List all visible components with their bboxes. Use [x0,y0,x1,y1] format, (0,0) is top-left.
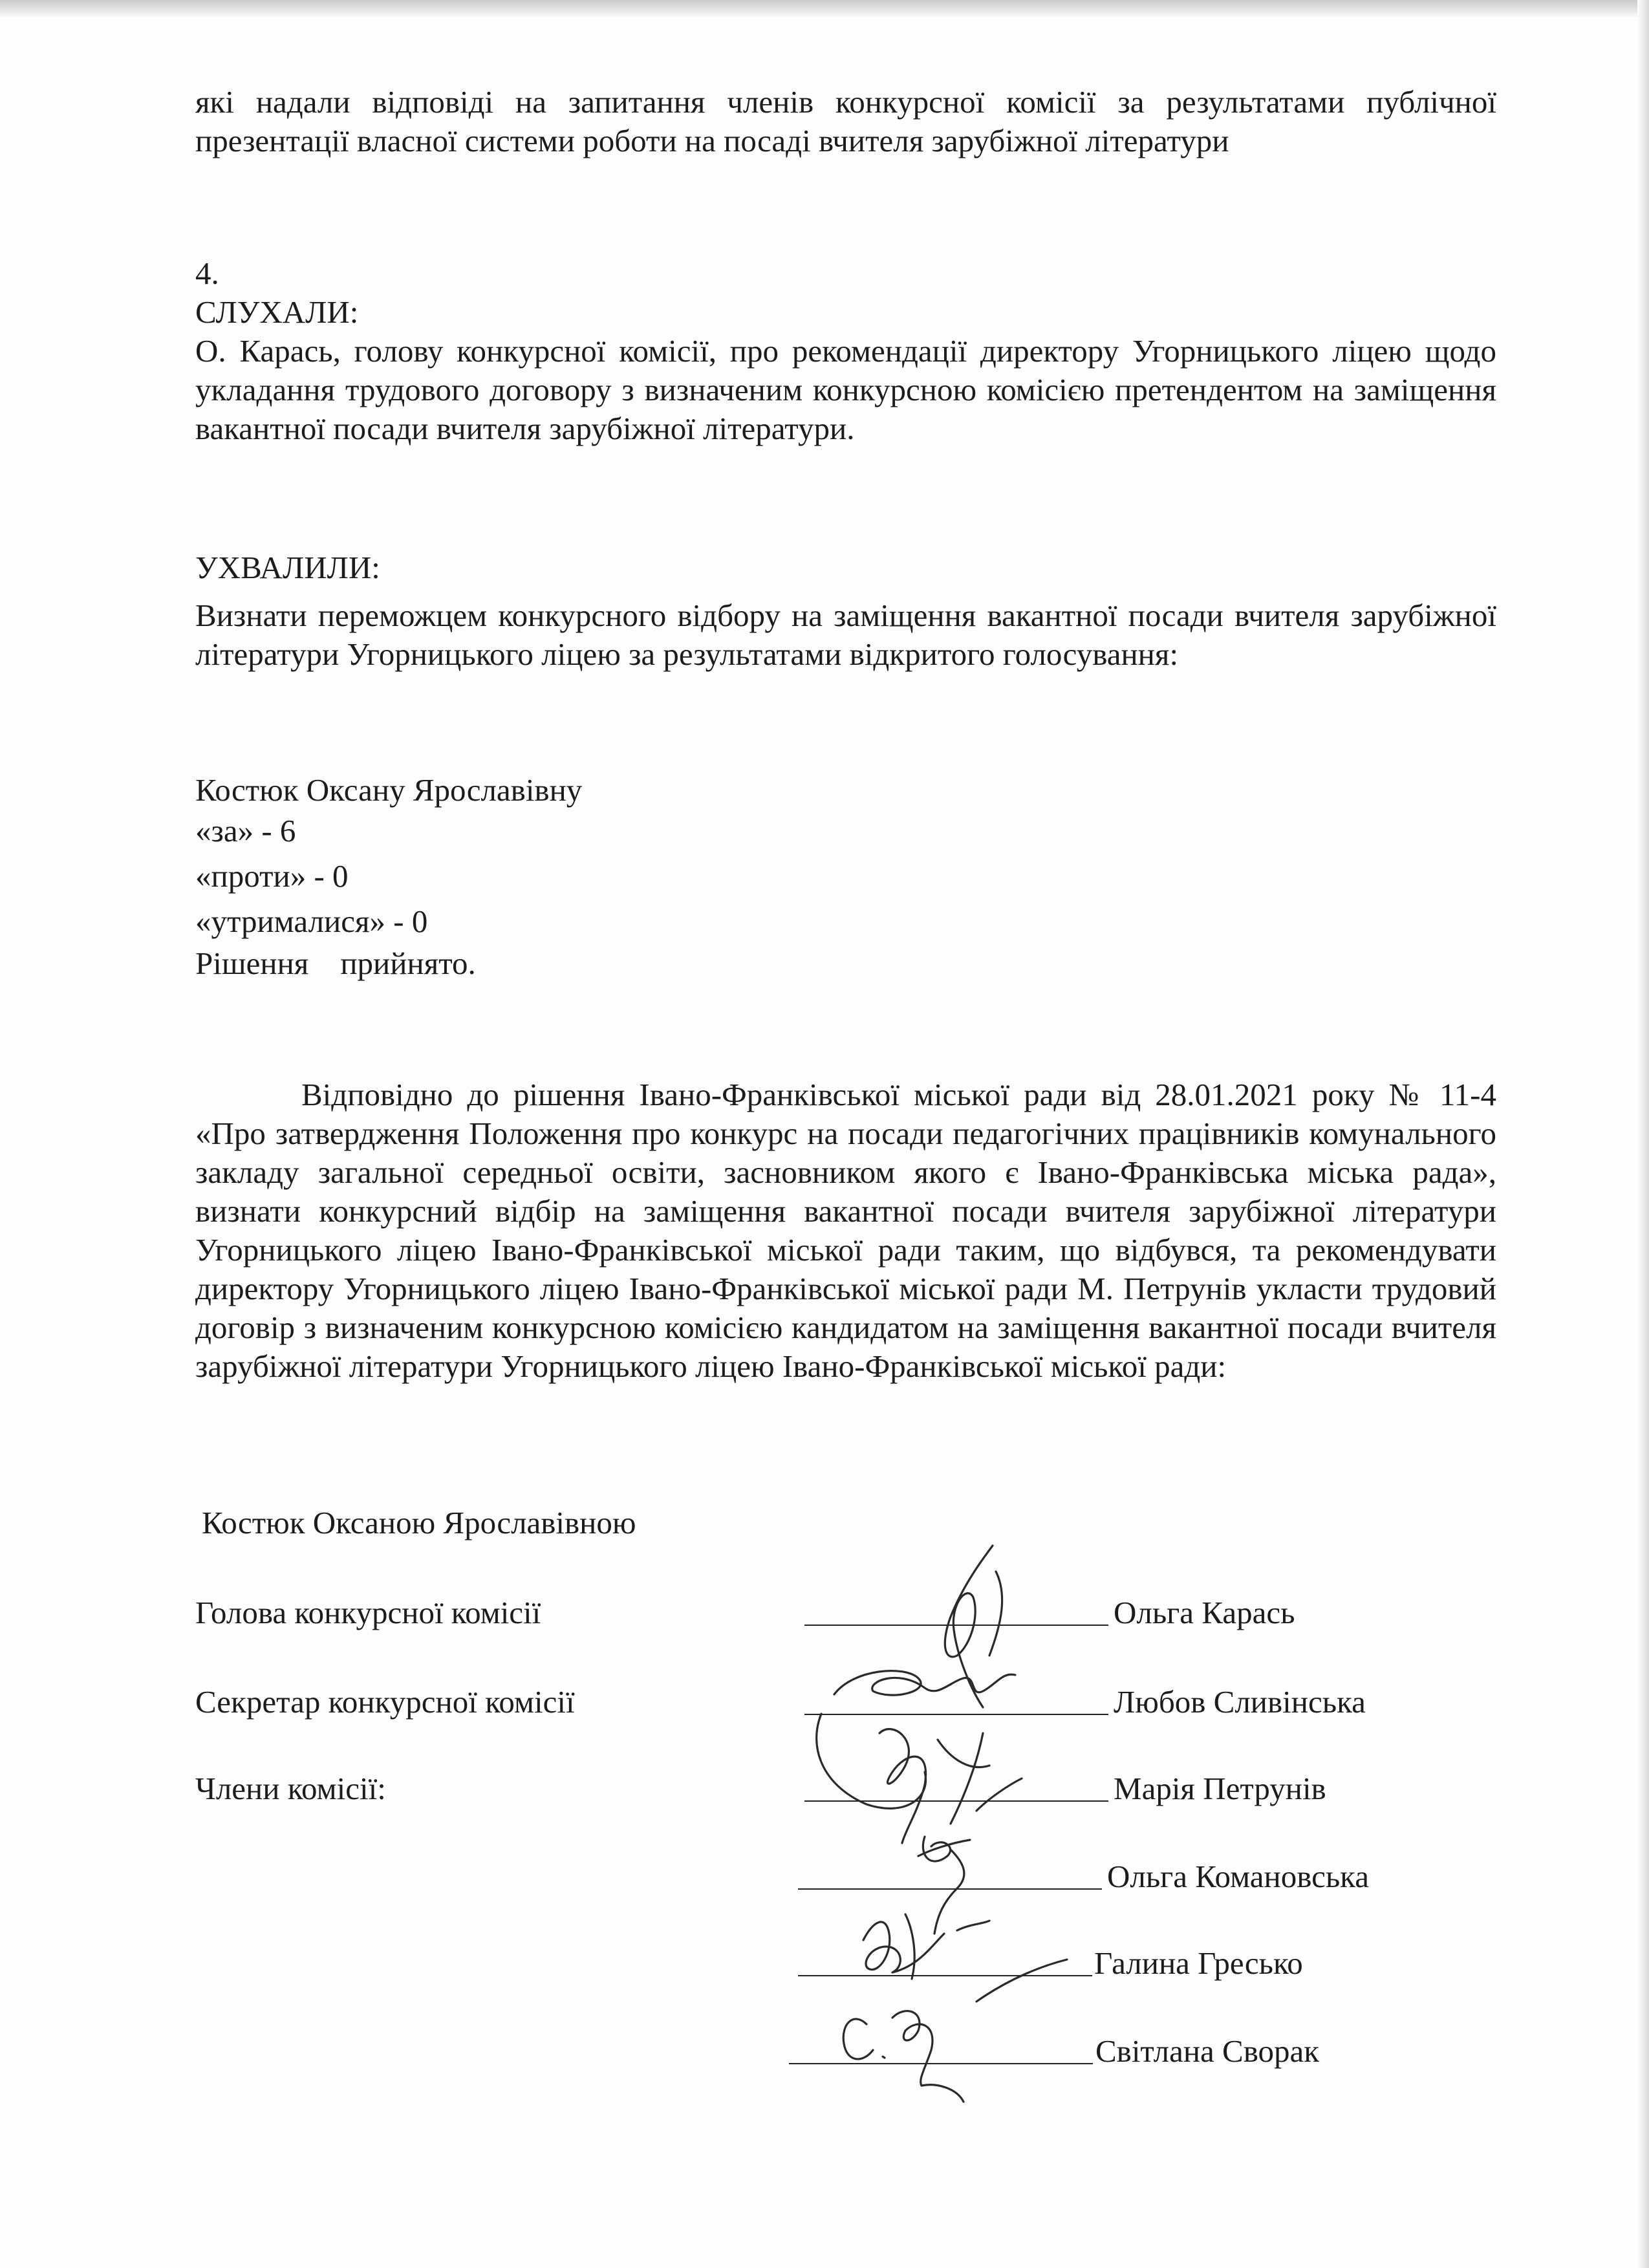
intro-paragraph: які надали відповіді на запитання членів конкурсної комісії за результатами публічної презентації власної системи роботи на посаді вчителя зарубіжної літератури [195,84,1496,158]
signatory-name: Галина Гресько [1094,1945,1303,1981]
signatory-name: Любов Сливінська [1114,1684,1366,1720]
resolved-label: УХВАЛИЛИ: [195,550,380,585]
signatory-name: Марія Петрунів [1114,1771,1326,1806]
signature-svorak [843,1960,1067,2102]
signatory-role: Члени комісії: [195,1771,386,1806]
signature-hresko [863,1914,989,1979]
candidate-name: Костюк Оксану Ярославівну [195,772,583,808]
heard-paragraph: О. Карась, голову конкурсної комісії, про рекомендації директору Угорницького ліцею щодо укладання трудового договору з визначеним конкурсною комісією претендентом на заміщення вакантної посади вчителя зарубіжної літератури. [195,333,1496,446]
signature-komanovska [918,1778,1022,1934]
heard-label: СЛУХАЛИ: [195,294,359,330]
vote-against: «проти» - 0 [195,858,349,894]
signatory-role: Голова конкурсної комісії [195,1595,541,1630]
decision-text: Рішення прийнято. [195,945,476,981]
signatory-name: Ольга Комановська [1107,1859,1369,1894]
signature-petruniv [879,1729,989,1843]
conclusion-candidate: Костюк Оксаною Ярославівною [202,1505,636,1540]
vote-for: «за» - 6 [195,813,296,848]
signatory-name: Ольга Карась [1114,1595,1295,1630]
conclusion-paragraph: Відповідно до рішення Івано-Франківської міської ради від 28.01.2021 року № 11-4 «Про затвердження Положення про конкурс на посади педагогічних працівників комунального закладу загальної середньої освіти, засновником якого є Івано-Франківська міська рада», визнати конкурсний відбір на заміщення вакантної посади вчителя зарубіжної літератури Угорницького ліцею Івано-Франківської міської ради таким, що відбувся, та рекомендувати директору Угорницького ліцею Івано-Франківської міської ради М. Петрунів укласти трудовий договір з визначеним конкурсною комісією кандидатом на заміщення вакантної посади вчителя зарубіжної літератури Угорницького ліцею Івано-Франківської міської ради: [195,1077,1496,1384]
item-number: 4. [195,255,219,291]
vote-abstain: «утрималися» - 0 [195,903,428,939]
signatory-role: Секретар конкурсної комісії [195,1684,575,1720]
resolved-paragraph: Визнати переможцем конкурсного відбору на заміщення вакантної посади вчителя зарубіжної літератури Угорницького ліцею за результатами відкритого голосування: [195,598,1496,672]
signature-slyvinska [817,1671,1015,1809]
signatory-name: Світлана Сворак [1095,2033,1320,2069]
